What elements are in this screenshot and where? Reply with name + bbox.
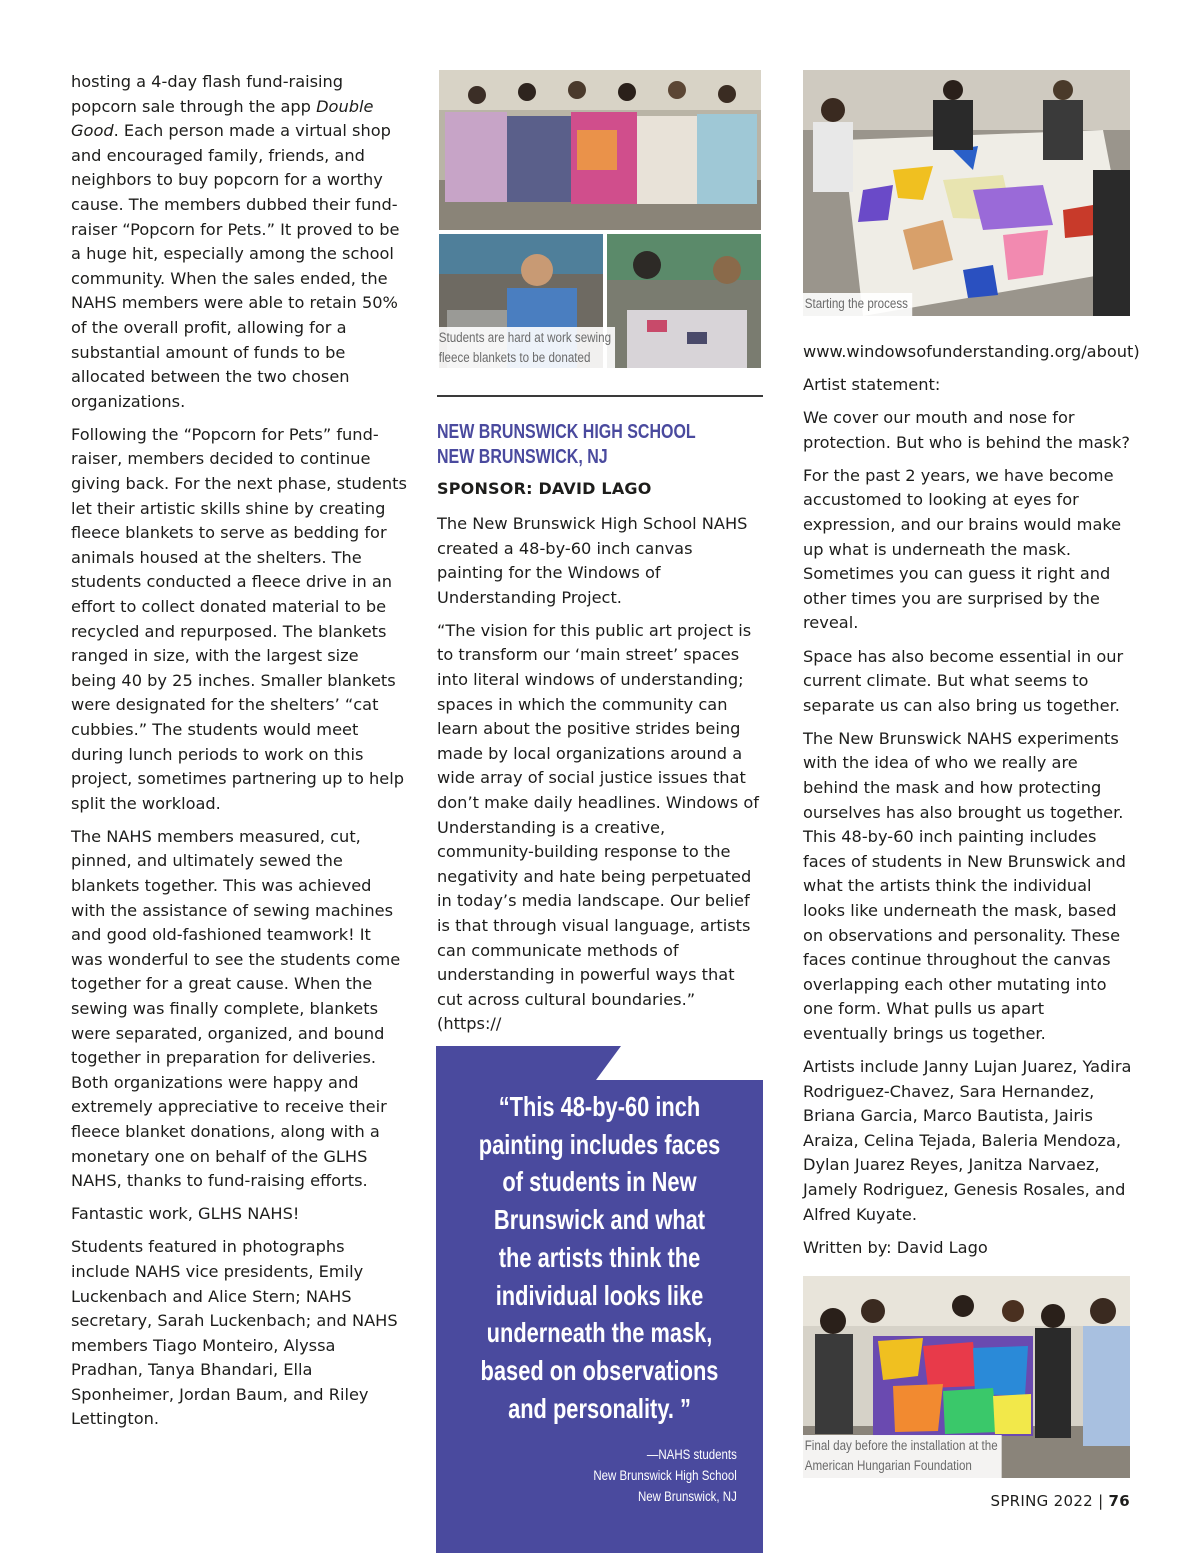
pull-quote-box — [436, 1046, 763, 1553]
paragraph: Artist statement: — [803, 375, 941, 395]
sewing-photo-image — [437, 70, 763, 370]
article-column-1 — [71, 70, 407, 1441]
starting-process-caption: Starting the process — [803, 293, 912, 316]
school-location: NEW BRUNSWICK, NJ — [437, 446, 608, 468]
starting-process-image — [803, 70, 1130, 316]
school-name: NEW BRUNSWICK HIGH SCHOOL — [437, 421, 696, 443]
paragraph: Artists include Janny Lujan Juarez, Yadira Rodriguez-Chavez, Sara Hernandez, Briana Garcia, Marco Bautista, Jairis Araiza, Celina Tejada, Baleria Mendoza, Dylan Juarez Reyes, Janitza Narvaez, Jamely Rodriguez, Genesis Rosales, and Alfred Kuyate. — [803, 1057, 1132, 1224]
page-footer — [991, 1492, 1130, 1510]
paragraph: For the past 2 years, we have become accustomed to looking at eyes for expression, and our brains would make up what is underneath the mask. Sometimes you can guess it right and other times you are surprised by the reveal. — [803, 465, 1122, 633]
school-heading — [437, 420, 698, 470]
paragraph: hosting a 4-day flash fund-raising popcorn sale through the app Double Good. Each person made a virtual shop and encouraged family, friends, and neighbors to buy popcorn for a worthy cause. The members dubbed their fund-raiser “Popcorn for Pets.” It proved to be a huge hit, especially among the school community. When the sales ended, the NAHS members were able to retain 50% of the overall profit, allowing for a substantial amount of funds to be allocated between the two chosen organizations. — [71, 72, 400, 411]
paragraph: The New Brunswick NAHS experiments with the idea of who we really are behind the mask and how protecting ourselves has also brought us together. This 48-by-60 inch painting includes faces of students in New Brunswick and what the artists think the individual looks like underneath the mask, based on observations and personality. These faces continue throughout the canvas overlapping each other mutating into one form. What pulls us apart eventually brings us together. — [803, 728, 1126, 1043]
sponsor-line: SPONSOR: DAVID LAGO — [437, 479, 652, 498]
paragraph: Space has also become essential in our current climate. But what seems to separate us can also bring us together. — [803, 646, 1124, 715]
page-number: 76 — [1108, 1492, 1130, 1510]
pull-quote-text: “This 48-by-60 inch painting includes faces of students in New Brunswick and what the artists think the individual looks like underneath the mask, based on observations and personality. ” — [478, 1091, 721, 1424]
issue-label: SPRING 2022 — [990, 1492, 1094, 1510]
sewing-photo-caption: Students are hard at work sewing fleece blankets to be donated — [437, 327, 615, 370]
pull-quote-notch — [436, 1046, 763, 1080]
article-column-3 — [803, 340, 1140, 1269]
pull-quote-attribution: —NAHS students New Brunswick High School New Brunswick, NJ — [593, 1447, 737, 1504]
section-divider — [437, 395, 763, 397]
paragraph: The New Brunswick High School NAHS created a 48-by-60 inch canvas painting for the Windows of Understanding Project. — [437, 514, 748, 607]
footer-separator: | — [1093, 1492, 1109, 1510]
paragraph: We cover our mouth and nose for protection. But who is behind the mask? — [803, 408, 1130, 452]
paragraph: Fantastic work, GLHS NAHS! — [71, 1204, 300, 1224]
final-day-photo — [803, 1276, 1130, 1478]
paragraph: Written by: David Lago — [803, 1237, 988, 1257]
sewing-photo-collage — [437, 70, 763, 370]
url-continuation: www.windowsofunderstanding.org/about) — [803, 342, 1140, 361]
article-column-2 — [437, 512, 763, 1045]
paragraph: Students featured in photographs include NAHS vice presidents, Emily Luckenbach and Alice Stern; NAHS secretary, Sarah Luckenbach; and NAHS members Tiago Monteiro, Alyssa Pradhan, Tanya Bhandari, Ella Sponheimer, Jordan Baum, and Riley Lettington. — [71, 1237, 398, 1429]
paragraph: Following the “Popcorn for Pets” fund-raiser, members decided to continue giving back. For the next phase, students let their artistic skills shine by creating fleece blankets to serve as bedding for animals housed at the shelters. The students conducted a fleece drive in an effort to collect donated material to be recycled and repurposed. The blankets ranged in size, with the largest size being 40 by 25 inches. Smaller blankets were designated for the shelters’ “cat cubbies.” The students would meet during lunch periods to work on this project, sometimes partnering up to help split the workload. — [71, 424, 407, 813]
paragraph: “The vision for this public art project is to transform our ‘main street’ spaces into literal windows of understanding; spaces in which the community can learn about the positive strides being made by local organizations around a wide array of social justice issues that don’t make daily headlines. Windows of Understanding is a creative, community-building response to the negativity and hate being perpetuated in today’s media landscape. Our belief is that through visual language, artists can communicate methods of understanding in powerful ways that cut across cultural boundaries.” (https:// — [437, 620, 759, 1034]
paragraph: The NAHS members measured, cut, pinned, and ultimately sewed the blankets together. This was achieved with the assistance of sewing machines and good old-fashioned teamwork! It was wonderful to see the students come together for a great cause. When the sewing was finally complete, blankets were separated, organized, and bound together in preparation for deliveries. Both organizations were happy and extremely appreciative to receive their fleece blanket donations, along with a monetary one on behalf of the GLHS NAHS, thanks to fund-raising efforts. — [71, 826, 401, 1191]
final-day-caption: Final day before the installation at the American Hungarian Foundation — [803, 1435, 1002, 1478]
starting-process-photo — [803, 70, 1130, 316]
app-name: Double Good — [71, 96, 374, 141]
